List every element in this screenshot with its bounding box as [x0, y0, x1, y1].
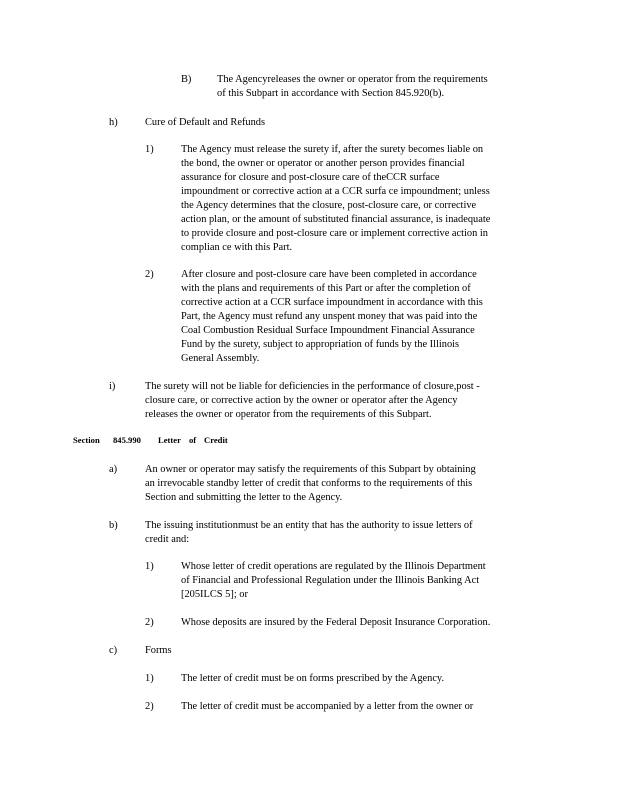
subsection-b-text — [145, 519, 525, 547]
text-line: Part, the Agency must refund any unspent money that was paid into the — [181, 311, 478, 322]
text-line: complian ce with this Part. — [181, 242, 293, 253]
item-h1-text — [181, 143, 537, 255]
text-line: An owner or operator may satisfy the requirements of this Subpart by obtaining — [145, 464, 476, 475]
text-line: The issuing institutionmust be an entity that has the authority to issue letters of — [145, 520, 473, 531]
item-c2-text — [181, 700, 521, 714]
text-line: The letter of credit must be on forms prescribed by the Agency. — [181, 673, 445, 684]
subsection-h-label: h) — [109, 117, 118, 128]
item-b1-label: 1) — [145, 561, 154, 572]
section-title-letter: Letter — [158, 435, 181, 445]
text-line: Whose deposits are insured by the Federal Deposit Insurance Corporation. — [181, 617, 491, 628]
item-b2-text — [181, 616, 531, 630]
text-line: Section and submitting the letter to the Agency. — [145, 492, 343, 503]
item-h2-text — [181, 268, 531, 366]
text-line: corrective action at a CCR surface impoundment in accordance with this — [181, 297, 483, 308]
item-B-label: B) — [181, 74, 192, 85]
section-title-of: of — [189, 435, 197, 445]
text-line: The Agency must release the surety if, after the surety becomes liable on — [181, 144, 484, 155]
text-line: The Agencyreleases the owner or operator from the requirements — [217, 74, 488, 85]
subsection-i-label: i) — [109, 381, 116, 392]
subsection-h-title: Cure of Default and Refunds — [145, 117, 266, 128]
text-line: The surety will not be liable for deficiencies in the performance of closure,post - — [145, 381, 480, 392]
subsection-c-label: c) — [109, 645, 118, 656]
subsection-a-label: a) — [109, 464, 118, 475]
item-c1-text — [181, 672, 501, 686]
item-h2-label: 2) — [145, 269, 154, 280]
section-word: Section — [73, 435, 100, 445]
text-line: the bond, the owner or operator or another person provides financial — [181, 158, 465, 169]
text-line: of Financial and Professional Regulation under the Illinois Banking Act — [181, 575, 480, 586]
text-line: Whose letter of credit operations are regulated by the Illinois Department — [181, 561, 486, 572]
item-c1-label: 1) — [145, 673, 154, 684]
text-line: releases the owner or operator from the requirements of this Subpart. — [145, 409, 432, 420]
item-b1-text — [181, 560, 527, 602]
section-title-credit: Credit — [204, 435, 228, 445]
subsection-a-text — [145, 463, 523, 505]
text-line: the Agency determines that the closure, post-closure care, or corrective — [181, 200, 477, 211]
text-line: closure care, or corrective action by the owner or operator after the Agency — [145, 395, 458, 406]
text-line: Coal Combustion Residual Surface Impoundment Financial Assurance — [181, 325, 475, 336]
text-line: action plan, or the amount of substituted financial assurance, is inadequate — [181, 214, 491, 225]
text-line: The letter of credit must be accompanied by a letter from the owner or — [181, 701, 474, 712]
text-line: credit and: — [145, 534, 190, 545]
text-line: [205ILCS 5]; or — [181, 589, 248, 600]
section-number: 845.990 — [113, 435, 141, 445]
item-B-text — [217, 73, 523, 101]
text-line: Fund by the surety, subject to appropriation of funds by the Illinois — [181, 339, 460, 350]
subsection-i-text — [145, 380, 530, 422]
text-line: of this Subpart in accordance with Section 845.920(b). — [217, 88, 445, 99]
text-line: General Assembly. — [181, 353, 260, 364]
subsection-b-label: b) — [109, 520, 118, 531]
item-h1-label: 1) — [145, 144, 154, 155]
text-line: After closure and post-closure care have been completed in accordance — [181, 269, 477, 280]
item-b2-label: 2) — [145, 617, 154, 628]
subsection-c-title: Forms — [145, 645, 172, 656]
text-line: to provide closure and post-closure care or implement corrective action in — [181, 228, 488, 239]
text-line: impoundment or corrective action at a CCR surfa ce impoundment; unless — [181, 186, 490, 197]
text-line: assurance for closure and post-closure care of theCCR surface — [181, 172, 440, 183]
section-heading — [73, 433, 228, 447]
text-line: an irrevocable standby letter of credit that conforms to the requirements of this — [145, 478, 473, 489]
text-line: with the plans and requirements of this Part or after the completion of — [181, 283, 471, 294]
item-c2-label: 2) — [145, 701, 154, 712]
